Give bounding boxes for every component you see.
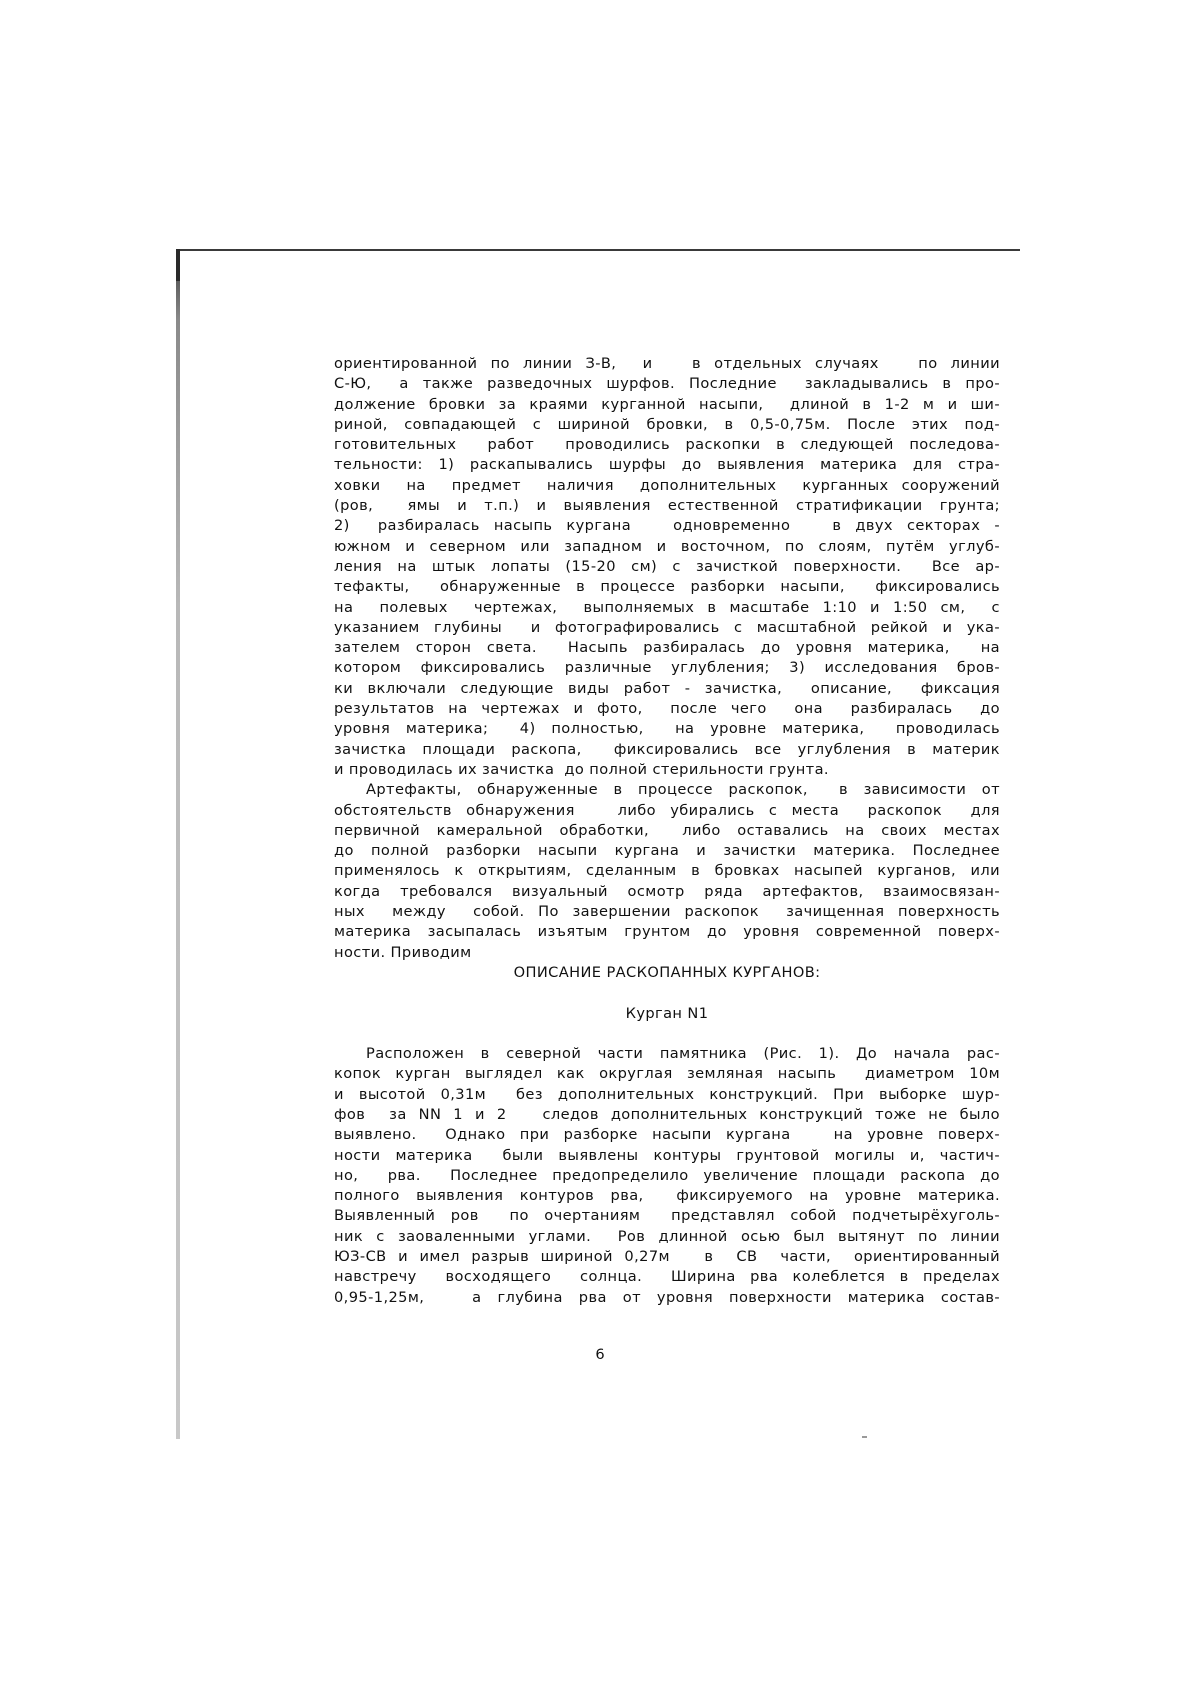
text-line: ности материка были выявлены контуры грунтовой могилы и, частич-: [334, 1146, 1000, 1164]
text-line: но, рва. Последнее предопределило увеличение площади раскопа до: [334, 1166, 1000, 1184]
text-line: ЮЗ-СВ и имел разрыв шириной 0,27м в СВ части, ориентированный: [334, 1248, 1000, 1266]
text-line: котором фиксировались различные углубления; 3) исследования бров-: [334, 659, 1000, 677]
text-line: риной, совпадающей с шириной бровки, в 0,5-0,75м. После этих под-: [334, 415, 1000, 433]
text-line: ник с заоваленными углами. Ров длинной осью был вытянут по линии: [334, 1227, 1000, 1245]
text-line: на полевых чертежах, выполняемых в масштабе 1:10 и 1:50 см, с: [334, 598, 1000, 616]
text-line: (ров, ямы и т.п.) и выявления естественной стратификации грунта;: [334, 497, 1000, 515]
text-line: тельности: 1) раскапывались шурфы до выявления материка для стра-: [334, 456, 1000, 474]
text-line: ления на штык лопаты (15-20 см) с зачисткой поверхности. Все ар-: [334, 557, 1000, 575]
text-line: копок курган выглядел как округлая земляная насыпь диаметром 10м: [334, 1065, 1000, 1083]
text-line: 0,95-1,25м, а глубина рва от уровня поверхности материка состав-: [334, 1288, 1000, 1306]
text-line: результатов на чертежах и фото, после чего она разбиралась до: [334, 700, 1000, 718]
text-line: первичной камеральной обработки, либо оставались на своих местах: [334, 821, 1000, 839]
text-line: материка засыпалась изъятым грунтом до уровня современной поверх-: [334, 923, 1000, 941]
scan-edge-left: [176, 249, 180, 1439]
text-line: ных между собой. По завершении раскопок зачищенная поверхность: [334, 903, 1000, 921]
text-line: Артефакты, обнаруженные в процессе раскопок, в зависимости от: [366, 781, 1000, 799]
paragraph-kurgan-1: [334, 1044, 1000, 1308]
text-line: должение бровки за краями курганной насыпи, длиной в 1-2 м и ши-: [334, 395, 1000, 413]
text-line: южном и северном или западном и восточном, по слоям, путём углуб-: [334, 537, 1000, 555]
text-line: 2) разбиралась насыпь кургана одновременно в двух секторах -: [334, 517, 1000, 535]
text-line: навстречу восходящего солнца. Ширина рва колеблется в пределах: [334, 1268, 1000, 1286]
page-number: 6: [595, 1346, 605, 1363]
page-body: [334, 354, 1000, 1308]
paragraph-methods: [334, 354, 1000, 780]
text-line: когда требовался визуальный осмотр ряда артефактов, взаимосвязан-: [334, 882, 1000, 900]
text-line: указанием глубины и фотографировались с масштабной рейкой и ука-: [334, 618, 1000, 636]
scan-corner-mark: [176, 249, 180, 281]
text-line: до полной разборки насыпи кургана и зачистки материка. Последнее: [334, 842, 1000, 860]
text-line: применялось к открытиям, сделанным в бровках насыпей курганов, или: [334, 862, 1000, 880]
text-line: выявлено. Однако при разборке насыпи кургана на уровне поверх-: [334, 1126, 1000, 1144]
scan-edge-top: [176, 249, 1020, 251]
section-heading: ОПИСАНИЕ РАСКОПАННЫХ КУРГАНОВ:: [513, 963, 821, 981]
text-line: ки включали следующие виды работ - зачистка, описание, фиксация: [334, 679, 1000, 697]
text-line: зачистка площади раскопа, фиксировались все углубления в материк: [334, 740, 1000, 758]
text-line: готовительных работ проводились раскопки в следующей последова-: [334, 436, 1000, 454]
text-line: полного выявления контуров рва, фиксируемого на уровне материка.: [334, 1187, 1000, 1205]
scan-speck: [862, 1436, 867, 1438]
text-line: тефакты, обнаруженные в процессе разборки насыпи, фиксировались: [334, 578, 1000, 596]
text-line: фов за NN 1 и 2 следов дополнительных конструкций тоже не было: [334, 1105, 1000, 1123]
text-line: ности. Приводим: [334, 943, 472, 961]
text-line: уровня материка; 4) полностью, на уровне материка, проводилась: [334, 720, 1000, 738]
spacer: [334, 1024, 1000, 1044]
text-line: ховки на предмет наличия дополнительных курганных сооружений: [334, 476, 1000, 494]
spacer: [334, 983, 1000, 1003]
kurgan-heading: Курган N1: [625, 1004, 709, 1022]
paragraph-artifacts: [334, 780, 1000, 963]
text-line: обстоятельств обнаружения либо убирались с места раскопок для: [334, 801, 1000, 819]
text-line: и проводилась их зачистка до полной стерильности грунта.: [334, 760, 829, 778]
text-line: Выявленный ров по очертаниям представлял собой подчетырёхуголь-: [334, 1207, 1000, 1225]
text-line: зателем сторон света. Насыпь разбиралась до уровня материка, на: [334, 639, 1000, 657]
text-line: ориентированной по линии З-В, и в отдельных случаях по линии: [334, 355, 1000, 372]
text-line: и высотой 0,31м без дополнительных конструкций. При выборке шур-: [334, 1085, 1000, 1103]
text-line: С-Ю, а также разведочных шурфов. Последние закладывались в про-: [334, 375, 1000, 393]
text-line: Расположен в северной части памятника (Рис. 1). До начала рас-: [366, 1045, 1000, 1063]
